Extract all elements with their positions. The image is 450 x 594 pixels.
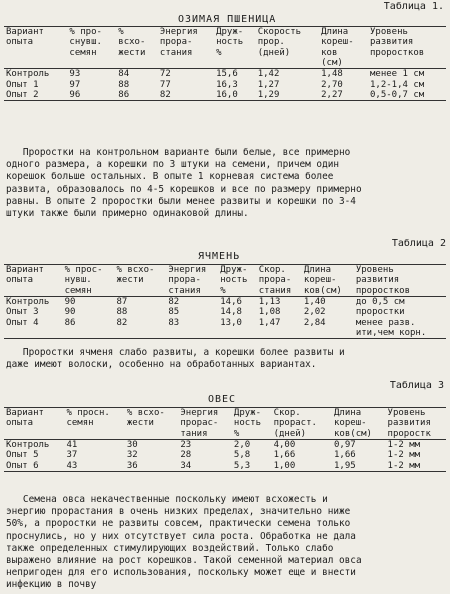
table2-cell: 1,13: [258, 297, 281, 308]
table3-cell: 37: [66, 450, 78, 461]
table2-row: [4, 318, 446, 339]
table2-cell: Опыт 3: [6, 307, 39, 318]
table3-cell: 30: [126, 440, 138, 451]
table2-header-cell: % всхо- жести: [114, 265, 166, 297]
table3-header-cell: Вариант опыта: [4, 408, 64, 440]
table1-cell: 0,5-0,7 см: [368, 90, 446, 101]
table2-header-cell: % прос- нувш. семян: [63, 265, 115, 297]
table2-cell: 90: [64, 297, 76, 308]
table3-row: [4, 450, 446, 460]
table2-header-cell: Уровень развития проростков: [354, 265, 446, 297]
table2-cell: 14,8: [220, 307, 242, 318]
table1-header-cell: Вариант опыта: [4, 27, 67, 69]
table1-cell: 16,0: [214, 90, 256, 101]
table3-cell: Контроль: [6, 440, 50, 451]
table3-cell: 2,0: [233, 440, 251, 451]
table3: [4, 407, 446, 472]
table3-header-cell: Энергия прорас- тания: [178, 408, 232, 440]
table3-cell: 43: [64, 461, 124, 472]
table3-cell: 1-2 мм: [387, 440, 421, 451]
table2-cell: проростки: [355, 307, 405, 318]
table2-header-cell: Вариант опыта: [4, 265, 63, 297]
table1-cell: 2,70: [321, 79, 343, 90]
table2-cell: 82: [114, 318, 166, 339]
table2-cell: 1,40: [303, 297, 326, 308]
table1-cell: 88: [118, 79, 130, 90]
table3-cell: Опыт 6: [4, 461, 64, 472]
table2: [4, 264, 446, 339]
table2-cell: Контроль: [6, 297, 50, 308]
table1-header-cell: % про- снувш. семян: [67, 27, 116, 69]
table1-cell: 96: [67, 90, 116, 101]
table1-cell: 86: [116, 90, 158, 101]
table2-cell: 2,84: [302, 318, 354, 339]
table2-cell: 14,6: [220, 297, 242, 308]
table1: [4, 26, 446, 101]
table3-label: Таблица 3: [389, 380, 444, 391]
table1-cell: 84: [118, 69, 130, 80]
table2-cell: 13,0: [218, 318, 256, 339]
table3-cell: 1,95: [332, 461, 386, 472]
table1-cell: Опыт 1: [6, 79, 39, 90]
table2-row: [4, 297, 446, 308]
table2-header-cell: Длина кореш- ков(см): [302, 265, 354, 297]
table2-cell: до 0,5 см: [355, 297, 405, 308]
table1-cell: 1,27: [257, 79, 280, 90]
table2-header-cell: Друж- ность %: [218, 265, 256, 297]
table1-cell: 72: [159, 69, 171, 80]
table1-cell: менее 1 см: [370, 69, 425, 80]
table1-cell: 1,42: [257, 69, 280, 80]
table2-cell: 90: [64, 307, 76, 318]
table3-header-cell: Друж- ность %: [232, 408, 272, 440]
table3-header-cell: % всхо- жести: [125, 408, 179, 440]
table2-cell: 1,08: [258, 307, 281, 318]
table1-header-cell: Уровень развития проростков: [368, 27, 446, 69]
table2-header-cell: Энергия прора- стания: [166, 265, 218, 297]
table3-header-cell: Скор. прораст. (дней): [272, 408, 332, 440]
table1-cell: 1,48: [321, 69, 343, 80]
table1-header-cell: Скорость прор. (дней): [256, 27, 319, 69]
paragraph-2: Проростки ячменя слабо развиты, а корешки более развиты и даже имеют волоски, особенно на обработанных вариантах.: [6, 347, 345, 371]
table1-cell: 77: [159, 79, 171, 90]
table2-header-cell: Скор. прора- стания: [257, 265, 302, 297]
table3-cell: 32: [126, 450, 138, 461]
table2-cell: 2,02: [303, 307, 326, 318]
table3-cell: 34: [178, 461, 232, 472]
table3-cell: Опыт 5: [6, 450, 39, 461]
table1-header-cell: Друж- ность %: [214, 27, 256, 69]
table2-cell: 82: [168, 297, 180, 308]
table1-cell: 2,27: [319, 90, 368, 101]
table1-cell: 82: [158, 90, 214, 101]
table2-cell: Опыт 4: [4, 318, 63, 339]
table3-cell: 5,3: [232, 461, 272, 472]
table3-cell: 1,66: [334, 450, 356, 461]
table2-label: Таблица 2: [391, 238, 446, 249]
table3-title: ОВЕС: [208, 394, 237, 405]
table1-cell: 97: [69, 79, 81, 90]
table3-cell: 1,66: [273, 450, 296, 461]
paragraph-1: Проростки на контрольном варианте были белые, все примерно одного размера, а корешки по 3 штуки на семени, причем один корешок больше остальных. В опыте 1 корневая система более развита, образовалось по 4-5 корешков и все по размеру примерно равны. В опыте 2 проростки были менее развиты и корешки по 3-4 штуки также были примерно одинаковой длины.: [6, 147, 362, 220]
table2-cell: 86: [63, 318, 115, 339]
table1-row: [4, 80, 446, 90]
table1-cell: Контроль: [6, 69, 50, 80]
table1-header-cell: % всхо- жести: [116, 27, 158, 69]
table1-cell: 15,6: [216, 69, 238, 80]
table2-cell: 1,47: [257, 318, 302, 339]
table3-cell: 28: [180, 450, 192, 461]
table3-cell: 0,97: [334, 440, 356, 451]
table3-cell: 5,8: [233, 450, 251, 461]
table1-cell: 16,3: [216, 79, 238, 90]
table3-cell: 36: [125, 461, 179, 472]
table2-cell: менее разв. ити,чем корн.: [354, 318, 446, 339]
table1-header-cell: Длина кореш- ков (см): [319, 27, 368, 69]
table3-cell: 1,00: [272, 461, 332, 472]
table1-cell: 1,29: [256, 90, 319, 101]
table2-row: [4, 307, 446, 317]
table3-cell: 1-2 мм: [387, 450, 421, 461]
table1-cell: 1,2-1,4 см: [370, 79, 425, 90]
table3-cell: 23: [180, 440, 192, 451]
table2-cell: 85: [168, 307, 180, 318]
table3-header-cell: Длина кореш- ков(см): [332, 408, 386, 440]
table3-row: [4, 440, 446, 451]
table2-cell: 83: [166, 318, 218, 339]
table3-header-cell: Уровень развития проростк: [386, 408, 446, 440]
table2-title: ЯЧМЕНЬ: [198, 251, 241, 262]
table3-row: [4, 461, 446, 472]
table3-cell: 1-2 мм: [386, 461, 446, 472]
paragraph-3: Семена овса некачественные поскольку имеют всхожесть и энергию прорастания в очень низких пределах, значительно ниже 50%, а проростки не развиты совсем, практически семена только проснулись, но у них отсутствует сила роста. Обработка не дала также определенных стимулирующих воздействий. Только слабо выражено влияние на рост корешков. Такой семенной материал овса непригоден для его использования, поскольку может еще и внести инфекцию в почву: [6, 494, 362, 591]
table1-row: [4, 69, 446, 80]
table1-header-cell: Энергия прора- стания: [158, 27, 214, 69]
table3-cell: 4,00: [273, 440, 296, 451]
table1-title: ОЗИМАЯ ПШЕНИЦА: [178, 14, 277, 25]
table1-cell: Опыт 2: [4, 90, 67, 101]
table3-header-cell: % просн. семян: [64, 408, 124, 440]
table1-cell: 93: [69, 69, 81, 80]
table3-cell: 41: [66, 440, 78, 451]
table2-cell: 88: [116, 307, 128, 318]
table2-cell: 87: [116, 297, 128, 308]
table1-label: Таблица 1.: [383, 1, 444, 12]
table1-row: [4, 90, 446, 101]
